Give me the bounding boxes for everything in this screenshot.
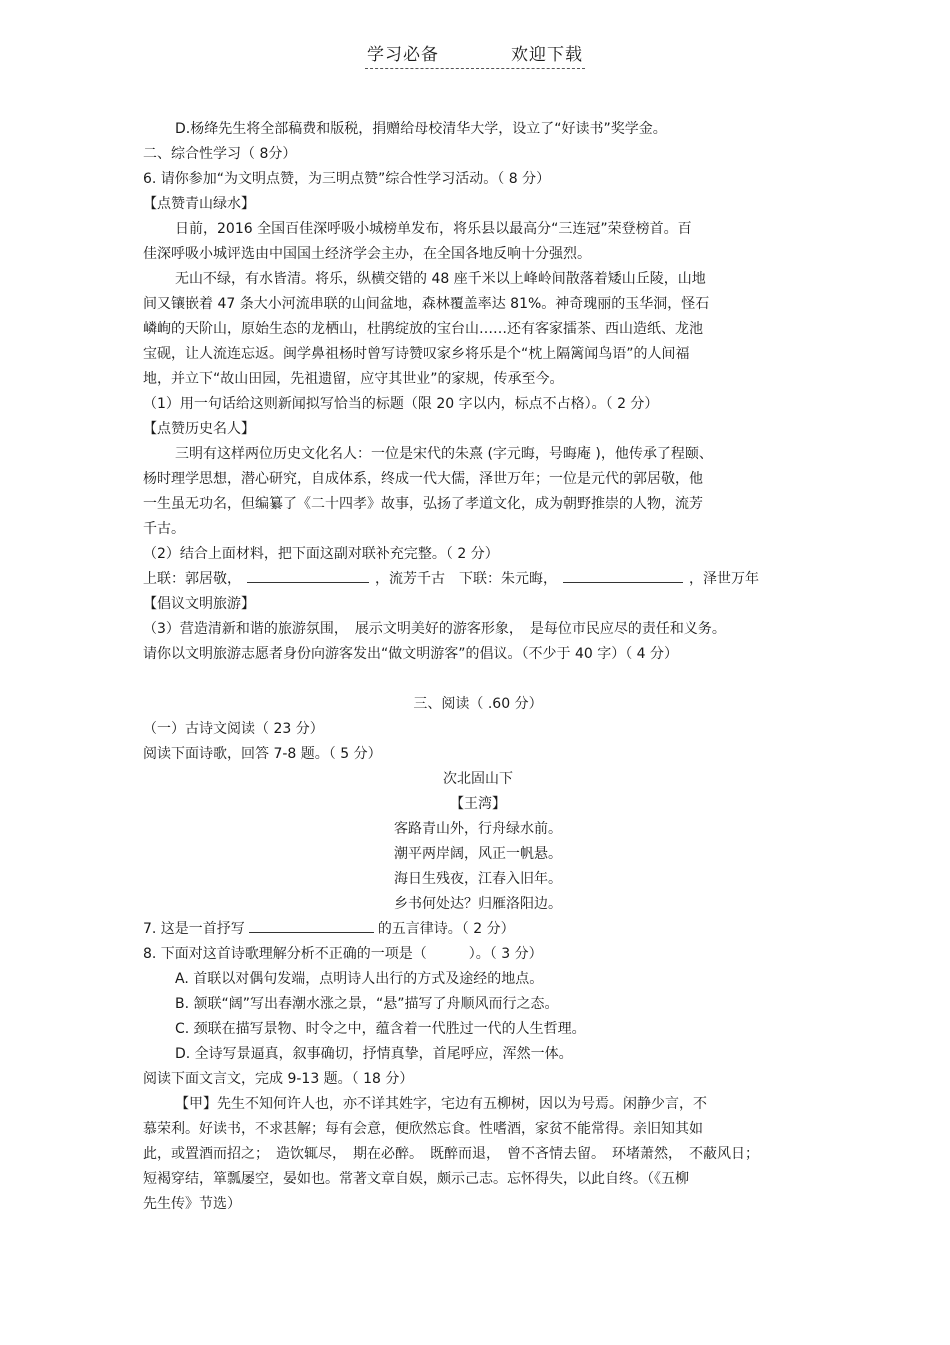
couplet-upper-label: 上联：郭居敬， <box>143 571 241 587</box>
couplet-upper-blank[interactable] <box>247 567 369 583</box>
page-header <box>0 40 950 69</box>
paragraph-line: 日前，2016 全国百佳深呼吸小城榜单发布，将乐县以最高分“三连冠”荣登榜首。百 <box>175 221 692 237</box>
poem-title: 次北固山下 <box>443 771 513 787</box>
question-7-blank[interactable] <box>249 917 374 933</box>
poem-author: 【王湾】 <box>450 796 506 812</box>
document-body <box>143 117 813 1217</box>
classical-text-line: 【甲】先生不知何许人也，亦不详其姓字，宅边有五柳树，因以为号焉。闲静少言，不 <box>175 1096 707 1112</box>
option-c: C. 颈联在描写景物、时令之中，蕴含着一代胜过一代的人生哲理。 <box>175 1021 586 1037</box>
question-8: 8. 下面对这首诗歌理解分析不正确的一项是（ ）。（ 3 分） <box>143 946 543 962</box>
couplet-lower-label: ，流芳千古 下联：朱元晦， <box>375 571 557 587</box>
paragraph-line: 间又镶嵌着 47 条大小河流串联的山间盆地，森林覆盖率达 81%。神奇瑰丽的玉华洞，怪石 <box>143 296 710 312</box>
couplet-line <box>143 567 813 592</box>
paragraph-line: 无山不绿，有水皆清。将乐，纵横交错的 48 座千米以上峰岭间散落着矮山丘陵，山地 <box>175 271 706 287</box>
classical-text-line: 先生传》节选） <box>143 1196 241 1212</box>
paragraph-line: 宝砚，让人流连忘返。闽学鼻祖杨时曾写诗赞叹家乡将乐是个“枕上隔篱闻鸟语”的人间福 <box>143 346 690 362</box>
paragraph-line: 杨时理学思想，潜心研究，自成体系，终成一代大儒，泽世万年；一位是元代的郭居敬，他 <box>143 471 703 487</box>
classical-text-line: 慕荣利。好读书，不求甚解；每有会意，便欣然忘食。性嗜酒，家贫不能常得。亲旧知其如 <box>143 1121 703 1137</box>
section-heading-3: 三、阅读（ .60 分） <box>413 696 543 712</box>
question-6-1: （1）用一句话给这则新闻拟写恰当的标题（限 20 字以内，标点不占格）。（ 2 分） <box>143 396 659 412</box>
subheading-travel: 【倡议文明旅游】 <box>143 596 255 612</box>
classical-text-line: 此，或置酒而招之； 造饮辄尽， 期在必醉。 既醉而退， 曾不吝情去留。 环堵萧然， 不蔽风日； <box>143 1146 759 1162</box>
option-a: A. 首联以对偶句发端，点明诗人出行的方式及途经的地点。 <box>175 971 544 987</box>
paragraph-line: 千古。 <box>143 521 185 537</box>
paragraph-line: 佳深呼吸小城评选由中国国土经济学会主办，在全国各地反响十分强烈。 <box>143 246 591 262</box>
option-d-line: D.杨绛先生将全部稿费和版税，捐赠给母校清华大学，设立了“好读书”奖学金。 <box>175 121 667 137</box>
header-right-text: 欢迎下载 <box>511 45 583 65</box>
option-b: B. 颔联“阔”写出春潮水涨之景，“悬”描写了舟顺风而行之态。 <box>175 996 559 1012</box>
paragraph-line: 嶙峋的天阶山，原始生态的龙栖山，杜鹃绽放的宝台山……还有客家擂茶、西山造纸、龙池 <box>143 321 703 337</box>
paragraph-line: 一生虽无功名，但编纂了《二十四孝》故事，弘扬了孝道文化，成为朝野推崇的人物，流芳 <box>143 496 703 512</box>
reading-instruction: 阅读下面诗歌，回答 7-8 题。（ 5 分） <box>143 746 382 762</box>
question-7-suffix: 的五言律诗。（ 2 分） <box>377 921 515 937</box>
poem-line: 乡书何处达？归雁洛阳边。 <box>394 896 562 912</box>
subheading-green: 【点赞青山绿水】 <box>143 196 255 212</box>
paragraph-line: 地，并立下“故山田园，先祖遗留，应守其世业”的家规，传承至今。 <box>143 371 564 387</box>
question-7-prefix: 7. 这是一首抒写 <box>143 921 245 937</box>
section-heading-2: 二、综合性学习（ 8分） <box>143 146 297 162</box>
couplet-lower-blank[interactable] <box>563 567 683 583</box>
classical-text-line: 短褐穿结，箪瓢屡空，晏如也。常著文章自娱，颇示己志。忘怀得失，以此自终。（《五柳 <box>143 1171 689 1187</box>
header-left-text: 学习必备 <box>367 45 439 65</box>
poem-line: 潮平两岸阔，风正一帆悬。 <box>394 846 562 862</box>
poem-line: 海日生残夜，江春入旧年。 <box>394 871 562 887</box>
question-6-2: （2）结合上面材料，把下面这副对联补充完整。（ 2 分） <box>143 546 499 562</box>
reading-instruction: 阅读下面文言文，完成 9-13 题。（ 18 分） <box>143 1071 414 1087</box>
paragraph-line: 三明有这样两位历史文化名人：一位是宋代的朱熹 (字元晦，号晦庵 )，他传承了程颐、 <box>175 446 713 462</box>
header-underline <box>365 40 585 69</box>
subheading-history: 【点赞历史名人】 <box>143 421 255 437</box>
question-6: 6. 请你参加“为文明点赞，为三明点赞”综合性学习活动。（ 8 分） <box>143 171 551 187</box>
question-7 <box>143 917 813 942</box>
option-d: D. 全诗写景逼真，叙事确切，抒情真挚，首尾呼应，浑然一体。 <box>175 1046 573 1062</box>
subsection-heading: （一）古诗文阅读（ 23 分） <box>143 721 324 737</box>
poem-line: 客路青山外，行舟绿水前。 <box>394 821 562 837</box>
paragraph-line: 请你以文明旅游志愿者身份向游客发出“做文明游客”的倡议。（不少于 40 字）（ 4 分） <box>143 646 679 662</box>
question-6-3: （3）营造清新和谐的旅游氛围， 展示文明美好的游客形象， 是每位市民应尽的责任和义务。 <box>143 621 726 637</box>
couplet-end-label: ，泽世万年 <box>689 571 759 587</box>
